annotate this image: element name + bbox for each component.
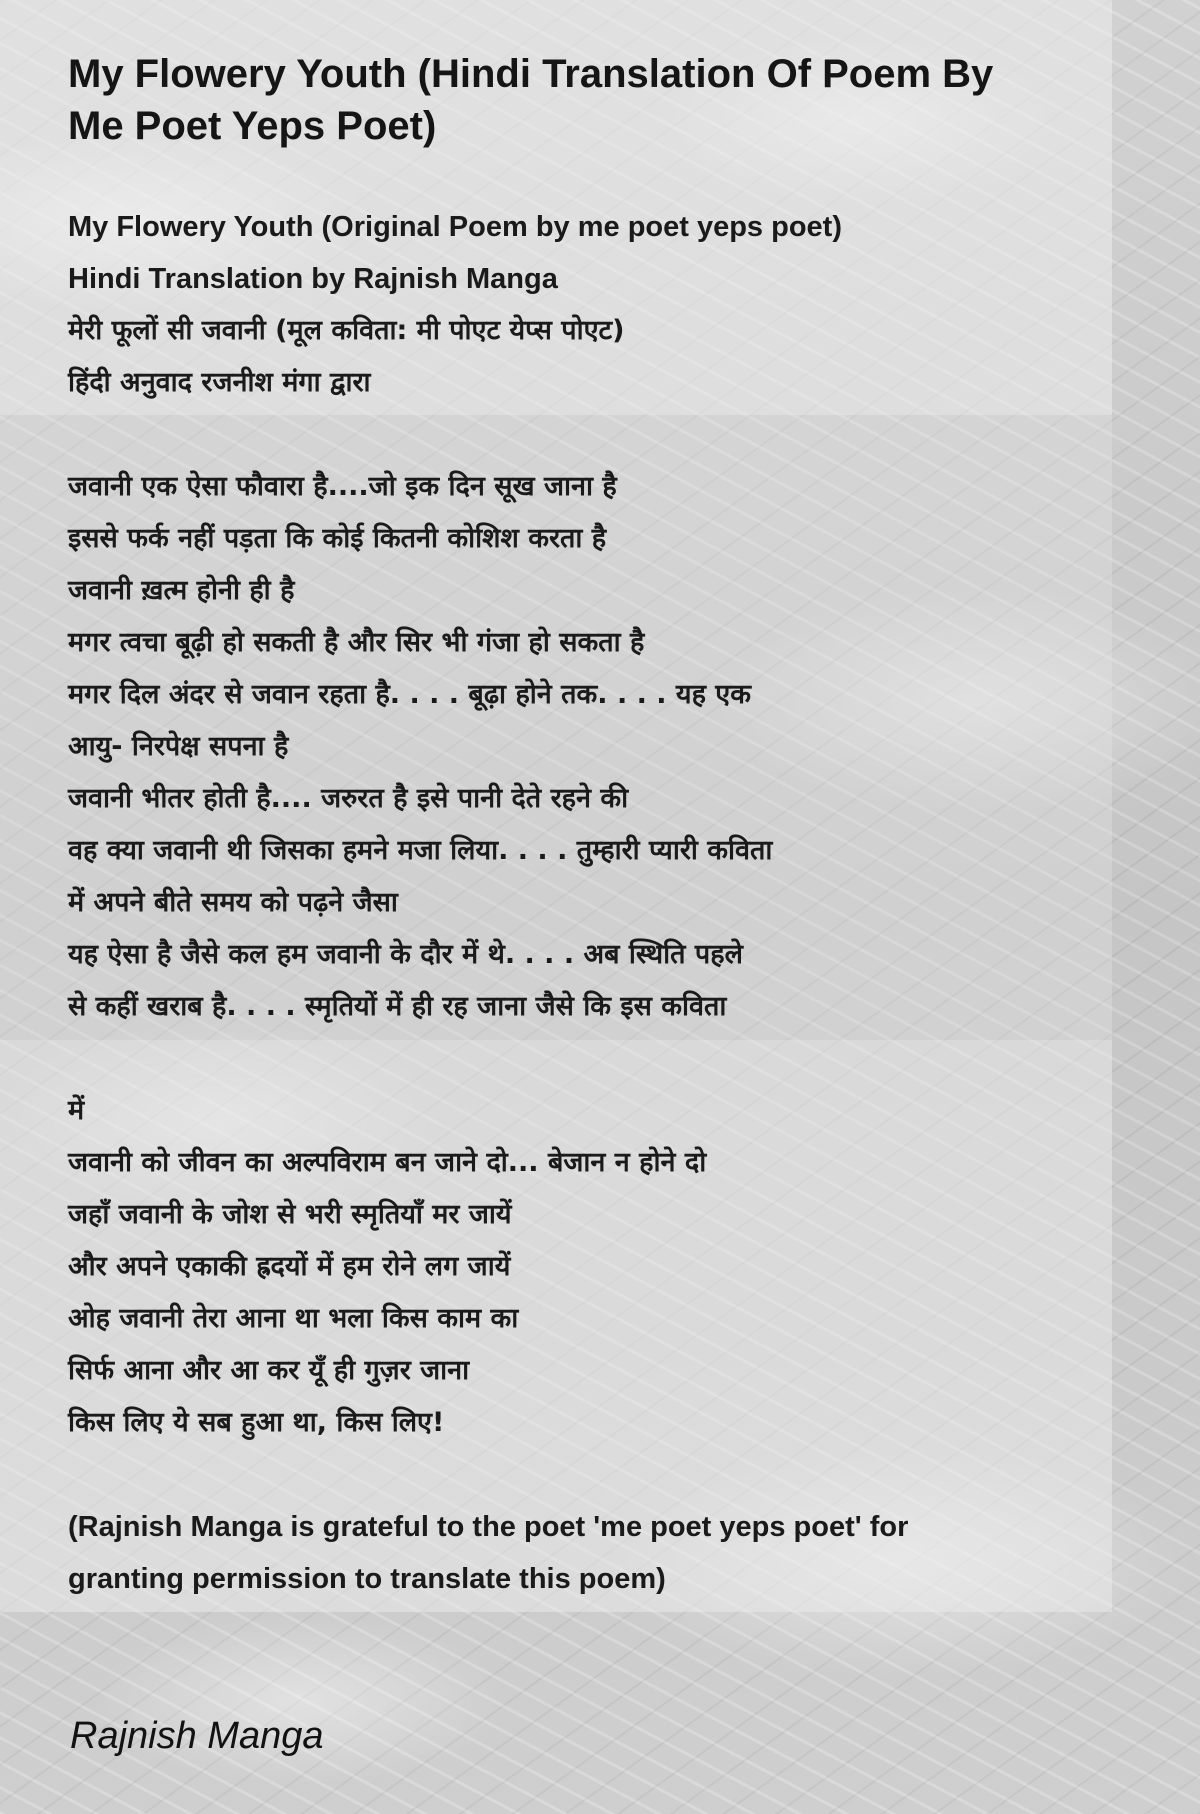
- translator-note-line: granting permission to translate this poem): [68, 1563, 666, 1595]
- poem-line: सिर्फ आना और आ कर यूँ ही गुज़र जाना: [68, 1355, 470, 1386]
- poem-line: यह ऐसा है जैसे कल हम जवानी के दौर में थे. . . . अब स्थिति पहले: [68, 939, 743, 970]
- intro-line: मेरी फूलों सी जवानी (मूल कविता: मी पोएट येप्स पोएट): [68, 315, 625, 346]
- stanza-break: [68, 409, 1098, 461]
- poem-line: मगर त्वचा बूढ़ी हो सकती है और सिर भी गंजा हो सकता है: [68, 627, 645, 658]
- poem-line: में: [68, 1095, 85, 1126]
- poem-line: इससे फर्क नहीं पड़ता कि कोई कितनी कोशिश करता है: [68, 523, 607, 554]
- translator-note-line: (Rajnish Manga is grateful to the poet 'me poet yeps poet' for: [68, 1511, 909, 1543]
- poem-line: वह क्या जवानी थी जिसका हमने मजा लिया. . . . तुम्हारी प्यारी कविता: [68, 835, 773, 866]
- poem-line: जवानी को जीवन का अल्पविराम बन जाने दो... बेजान न होने दो: [68, 1147, 707, 1178]
- poem-line: ओह जवानी तेरा आना था भला किस काम का: [68, 1303, 519, 1334]
- stanza-break: [68, 1449, 1098, 1501]
- poem-line: जवानी ख़त्म होनी ही है: [68, 575, 295, 606]
- poem-line: जहाँ जवानी के जोश से भरी स्मृतियाँ मर जायें: [68, 1199, 512, 1230]
- author-name: Rajnish Manga: [70, 1715, 324, 1757]
- poem-line: किस लिए ये सब हुआ था, किस लिए!: [68, 1407, 445, 1438]
- poem-body: [68, 201, 1098, 1605]
- poem-line: में अपने बीते समय को पढ़ने जैसा: [68, 887, 398, 918]
- stanza-break: [68, 1033, 1098, 1085]
- poem-line: और अपने एकाकी ह्रदयों में हम रोने लग जायें: [68, 1251, 511, 1282]
- intro-line: Hindi Translation by Rajnish Manga: [68, 263, 558, 295]
- poem-line: जवानी एक ऐसा फौवारा है....जो इक दिन सूख जाना है: [68, 471, 617, 502]
- poem-line: से कहीं खराब है. . . . स्मृतियों में ही रह जाना जैसे कि इस कविता: [68, 991, 727, 1022]
- intro-line: हिंदी अनुवाद रजनीश मंगा द्वारा: [68, 367, 371, 398]
- poem-line: जवानी भीतर होती है.... जरुरत है इसे पानी देते रहने की: [68, 783, 629, 814]
- poem-line: आयु- निरपेक्ष सपना है: [68, 731, 289, 762]
- poem-line: मगर दिल अंदर से जवान रहता है. . . . बूढ़ा होने तक. . . . यह एक: [68, 679, 751, 710]
- poem-title: My Flowery Youth (Hindi Translation Of Poem By Me Poet Yeps Poet): [68, 52, 994, 148]
- intro-line: My Flowery Youth (Original Poem by me poet yeps poet): [68, 211, 842, 243]
